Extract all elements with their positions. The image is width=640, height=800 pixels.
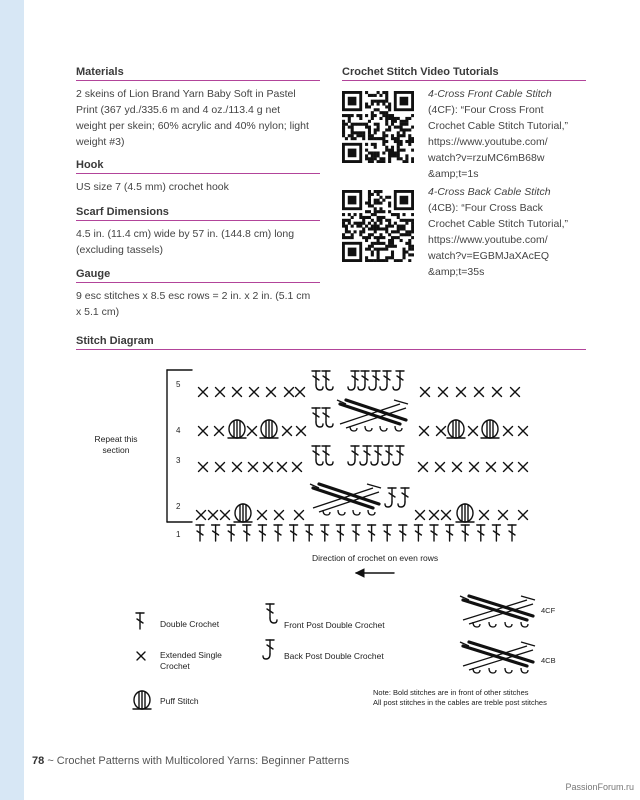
- back-post-mark: [369, 371, 380, 390]
- front-post-mark: [312, 371, 323, 390]
- puff-stitch-mark: [447, 420, 465, 438]
- extended-single-crochet-mark: [283, 427, 292, 436]
- cable-cross-row4: [337, 400, 408, 431]
- puff-stitch-mark: [228, 420, 246, 438]
- hook-text: US size 7 (4.5 mm) crochet hook: [76, 181, 229, 193]
- extended-single-crochet-mark: [442, 511, 451, 520]
- diagram-note: Note: Bold stitches are in front of other stitches All post stitches in the cables are treble post stitches: [373, 688, 547, 707]
- double-crochet-mark: [508, 525, 516, 541]
- extended-single-crochet-mark: [278, 463, 287, 472]
- back-post-mark: [371, 446, 382, 465]
- back-post-mark: [358, 371, 369, 390]
- extended-single-crochet-mark: [519, 463, 528, 472]
- double-crochet-mark: [383, 525, 391, 541]
- extended-single-crochet-mark: [436, 463, 445, 472]
- back-post-mark: [348, 446, 359, 465]
- extended-single-crochet-mark: [487, 463, 496, 472]
- extended-single-crochet-mark: [199, 427, 208, 436]
- double-crochet-mark: [461, 525, 469, 541]
- tutorial-4cf-link[interactable]: https://www.youtube.com/: [428, 136, 548, 148]
- double-crochet-mark: [446, 525, 454, 541]
- extended-single-crochet-mark: [437, 427, 446, 436]
- tutorial-4cb: 4-Cross Back Cable Stitch (4CB): “Four Cross Back Crochet Cable Stitch Tutorial,” https://www.youtube.com/ watch?v=EGBMJaXAcEQ &amp;t=35s: [428, 184, 598, 280]
- double-crochet-mark: [430, 525, 438, 541]
- double-crochet-mark: [243, 525, 251, 541]
- tutorials-heading: Crochet Stitch Video Tutorials: [342, 66, 499, 78]
- back-post-mark: [382, 446, 393, 465]
- extended-single-crochet-mark: [469, 427, 478, 436]
- extended-single-crochet-mark: [197, 511, 206, 520]
- front-post-mark: [312, 408, 323, 427]
- extended-single-crochet-mark: [293, 463, 302, 472]
- double-crochet-mark: [352, 525, 360, 541]
- legend-puff-stitch: Puff Stitch: [160, 696, 199, 706]
- row-number-4: 4: [176, 426, 181, 435]
- repeat-section-label: Repeat this section: [94, 434, 138, 455]
- extended-single-crochet-mark: [264, 463, 273, 472]
- double-crochet-mark: [477, 525, 485, 541]
- extended-single-crochet-mark: [457, 388, 466, 397]
- legend-cable-4cb-icon: [460, 642, 535, 673]
- legend-front-post: Front Post Double Crochet: [284, 620, 385, 630]
- direction-arrow-icon: [356, 569, 394, 577]
- puff-stitch-mark: [133, 691, 151, 709]
- extended-single-crochet-mark: [221, 511, 230, 520]
- tutorial-4cb-link[interactable]: https://www.youtube.com/: [428, 234, 548, 246]
- extended-single-crochet-mark: [199, 463, 208, 472]
- extended-single-crochet-mark: [420, 427, 429, 436]
- gauge-heading: Gauge: [76, 268, 111, 280]
- legend-double-crochet: Double Crochet: [160, 619, 220, 629]
- extended-single-crochet-mark: [475, 388, 484, 397]
- front-post-mark: [266, 604, 277, 623]
- double-crochet-mark: [136, 613, 144, 629]
- cable-label-4cb: 4CB: [541, 656, 556, 665]
- extended-single-crochet-mark: [258, 511, 267, 520]
- stitch-diagram-heading: Stitch Diagram: [76, 335, 154, 347]
- extended-single-crochet-mark: [504, 427, 513, 436]
- extended-single-crochet-mark: [430, 511, 439, 520]
- extended-single-crochet-mark: [511, 388, 520, 397]
- extended-single-crochet-mark: [209, 511, 218, 520]
- extended-single-crochet-mark: [297, 427, 306, 436]
- extended-single-crochet-mark: [453, 463, 462, 472]
- repeat-bracket: [167, 370, 192, 522]
- extended-single-crochet-mark: [250, 388, 259, 397]
- extended-single-crochet-mark: [137, 652, 145, 660]
- row-number-2: 2: [176, 502, 181, 511]
- puff-stitch-mark: [234, 504, 252, 522]
- puff-stitch-mark: [456, 504, 474, 522]
- extended-single-crochet-mark: [215, 427, 224, 436]
- extended-single-crochet-mark: [275, 511, 284, 520]
- legend-cable-4cf-icon: [460, 596, 535, 627]
- double-crochet-mark: [196, 525, 204, 541]
- extended-single-crochet-mark: [519, 511, 528, 520]
- back-post-mark: [393, 446, 404, 465]
- extended-single-crochet-mark: [233, 388, 242, 397]
- puff-stitch-mark: [260, 420, 278, 438]
- footer-title: ~ Crochet Patterns with Multicolored Yarns: Beginner Patterns: [47, 755, 350, 767]
- back-post-mark: [360, 446, 371, 465]
- double-crochet-mark: [258, 525, 266, 541]
- extended-single-crochet-mark: [248, 427, 257, 436]
- direction-label: Direction of crochet on even rows: [312, 553, 439, 563]
- page-footer: [32, 755, 349, 767]
- extended-single-crochet-mark: [267, 388, 276, 397]
- watermark: PassionForum.ru: [565, 782, 634, 792]
- scarf-dimensions-heading: Scarf Dimensions: [76, 206, 169, 218]
- extended-single-crochet-mark: [416, 511, 425, 520]
- extended-single-crochet-mark: [480, 511, 489, 520]
- legend-extended-single-crochet: Extended Single Crochet: [160, 650, 222, 671]
- materials-text: 2 skeins of Lion Brand Yarn Baby Soft in Pastel Print (367 yd./335.6 m and 4 oz./113.4 g net weight per skein; 60% acrylic and 40% nylon; light weight #3): [76, 88, 309, 148]
- front-post-mark: [312, 446, 323, 465]
- back-post-mark: [398, 488, 409, 507]
- double-crochet-mark: [227, 525, 235, 541]
- scarf-dimensions-text: 4.5 in. (11.4 cm) wide by 57 in. (144.8 cm) long (excluding tassels): [76, 228, 295, 256]
- extended-single-crochet-mark: [216, 388, 225, 397]
- page-number: 78: [32, 755, 45, 767]
- back-post-mark: [380, 371, 391, 390]
- back-post-mark: [263, 640, 274, 659]
- row-number-1: 1: [176, 530, 181, 539]
- extended-single-crochet-mark: [249, 463, 258, 472]
- double-crochet-mark: [399, 525, 407, 541]
- extended-single-crochet-mark: [421, 388, 430, 397]
- cable-cross-row2: [310, 484, 381, 515]
- row-number-3: 3: [176, 456, 181, 465]
- extended-single-crochet-mark: [295, 511, 304, 520]
- double-crochet-mark: [492, 525, 500, 541]
- extended-single-crochet-mark: [504, 463, 513, 472]
- double-crochet-mark: [305, 525, 313, 541]
- extended-single-crochet-mark: [199, 388, 208, 397]
- extended-single-crochet-mark: [439, 388, 448, 397]
- legend-back-post: Back Post Double Crochet: [284, 651, 384, 661]
- hook-heading: Hook: [76, 159, 104, 171]
- double-crochet-mark: [368, 525, 376, 541]
- puff-stitch-mark: [481, 420, 499, 438]
- double-crochet-mark: [212, 525, 220, 541]
- extended-single-crochet-mark: [499, 511, 508, 520]
- double-crochet-mark: [321, 525, 329, 541]
- extended-single-crochet-mark: [296, 388, 305, 397]
- extended-single-crochet-mark: [470, 463, 479, 472]
- double-crochet-mark: [414, 525, 422, 541]
- extended-single-crochet-mark: [493, 388, 502, 397]
- double-crochet-mark: [290, 525, 298, 541]
- materials-heading: Materials: [76, 66, 124, 78]
- cable-label-4cf: 4CF: [541, 606, 556, 615]
- row-number-5: 5: [176, 380, 181, 389]
- double-crochet-mark: [336, 525, 344, 541]
- extended-single-crochet-mark: [519, 427, 528, 436]
- extended-single-crochet-mark: [233, 463, 242, 472]
- back-post-mark: [385, 488, 396, 507]
- back-post-mark: [393, 371, 404, 390]
- tutorial-4cf: 4-Cross Front Cable Stitch (4CF): “Four Cross Front Crochet Cable Stitch Tutorial,” https://www.youtube.com/ watch?v=rzuMC6mB68w &amp;t=1s: [428, 86, 598, 182]
- extended-single-crochet-mark: [285, 388, 294, 397]
- gauge-text: 9 esc stitches x 8.5 esc rows = 2 in. x 2 in. (5.1 cm x 5.1 cm): [76, 290, 311, 318]
- double-crochet-mark: [274, 525, 282, 541]
- extended-single-crochet-mark: [419, 463, 428, 472]
- extended-single-crochet-mark: [216, 463, 225, 472]
